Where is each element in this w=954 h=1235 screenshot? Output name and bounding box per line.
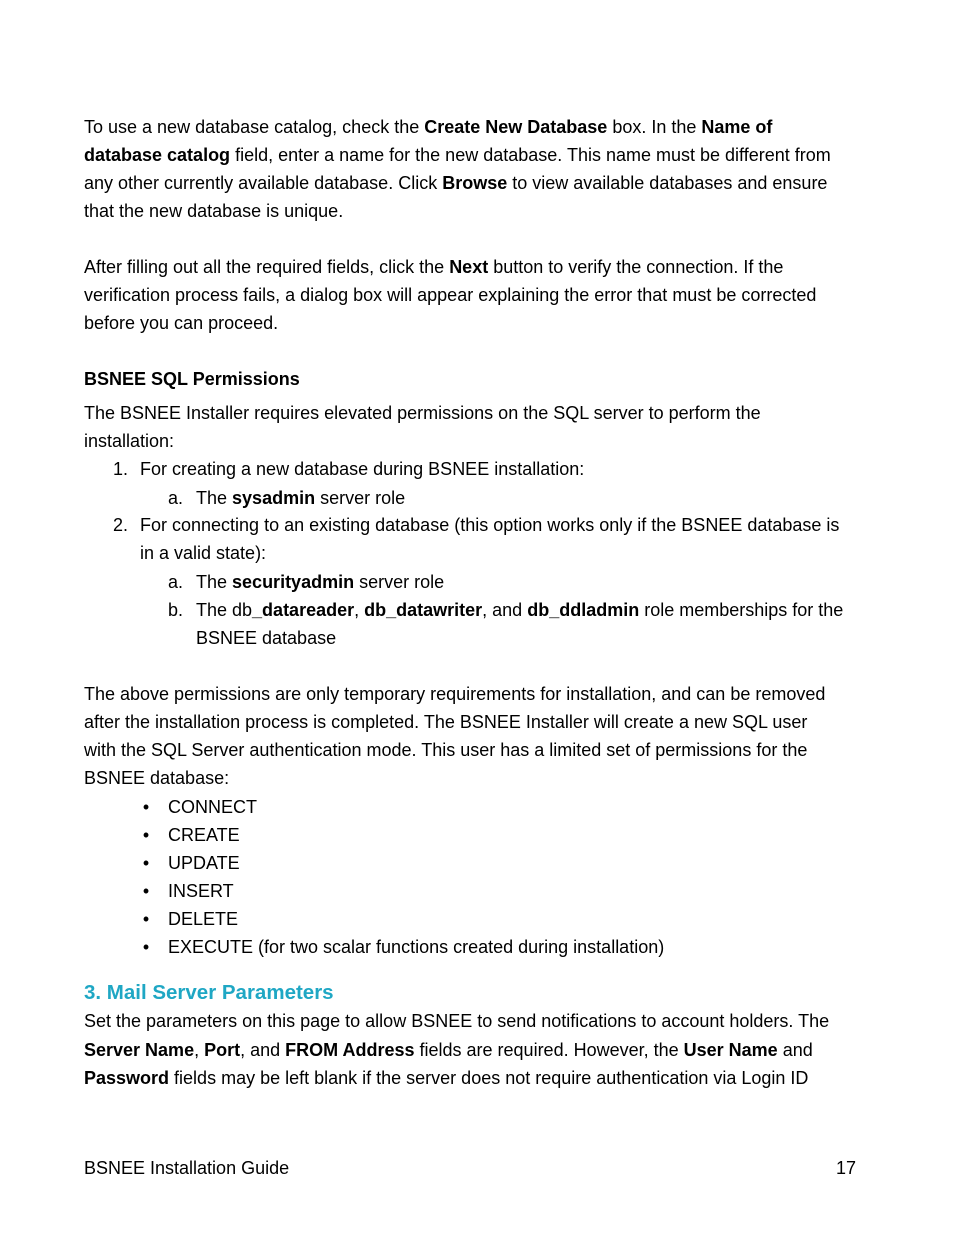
list-item-2-line1: For connecting to an existing database (this option works only if the BSNEE database is [140, 515, 840, 535]
text: field, enter a name for the new database. This name must be different from [230, 145, 831, 165]
text: box. In the [607, 117, 702, 137]
bold-term: Port [204, 1040, 241, 1060]
text: button to verify the connection. If the [488, 257, 784, 277]
para1-line3 [84, 169, 827, 197]
sublist-item-sysadmin [196, 484, 405, 512]
para2-line2: verification process fails, a dialog box will appear explaining the error that must be corrected [84, 285, 817, 305]
bold-term: Password [84, 1068, 170, 1088]
permissions-intro-line1: The BSNEE Installer requires elevated permissions on the SQL server to perform the [84, 403, 761, 423]
text: and [777, 1040, 813, 1060]
sublist-marker: b. [168, 600, 184, 620]
bold-term: securityadmin [232, 572, 355, 592]
permissions-heading: BSNEE SQL Permissions [84, 369, 300, 389]
section3-line3 [84, 1064, 808, 1092]
bold-term: Name of [701, 117, 773, 137]
list-item-2-line2: in a valid state): [140, 543, 267, 563]
para2-line3: before you can proceed. [84, 313, 279, 333]
text: fields are required. However, the [414, 1040, 684, 1060]
bullet-item: INSERT [168, 881, 234, 901]
bold-term: db_ddladmin [527, 600, 640, 620]
sublist-item-roles-line1 [196, 596, 843, 624]
bold-term: _datareader [252, 600, 355, 620]
text: server role [354, 572, 445, 592]
footer-title: BSNEE Installation Guide [84, 1158, 290, 1178]
text: role memberships for the [639, 600, 844, 620]
list-item-1: For creating a new database during BSNEE installation: [140, 459, 585, 479]
bullet-dot: • [142, 797, 150, 817]
para3-line3: with the SQL Server authentication mode. This user has a limited set of permissions for the [84, 740, 808, 760]
text: any other currently available database. Click [84, 173, 443, 193]
bullet-dot: • [142, 853, 150, 873]
bullet-dot: • [142, 909, 150, 929]
sublist-marker: a. [168, 488, 184, 508]
text: , [194, 1040, 205, 1060]
text: to view available databases and ensure [507, 173, 828, 193]
para3-line1: The above permissions are only temporary requirements for installation, and can be removed [84, 684, 826, 704]
sublist-item-securityadmin [196, 568, 444, 596]
bold-term: Next [449, 257, 489, 277]
section3-line2 [84, 1036, 813, 1064]
text: The [196, 572, 233, 592]
para2-line1 [84, 253, 783, 281]
bold-term: Create New Database [424, 117, 608, 137]
list-number: 2. [112, 515, 128, 535]
bold-term: db_datawriter [364, 600, 483, 620]
bullet-dot: • [142, 825, 150, 845]
bullet-item: EXECUTE (for two scalar functions created during installation) [168, 937, 665, 957]
text: , [354, 600, 365, 620]
bullet-item: DELETE [168, 909, 239, 929]
para1-line2 [84, 141, 831, 169]
bullet-item: CREATE [168, 825, 240, 845]
bold-term: User Name [683, 1040, 778, 1060]
page-number: 17 [836, 1158, 857, 1178]
text: fields may be left blank if the server does not require authentication via Login ID [169, 1068, 809, 1088]
bold-term: FROM Address [285, 1040, 415, 1060]
bold-term: Browse [442, 173, 508, 193]
text: server role [315, 488, 406, 508]
sublist-marker: a. [168, 572, 184, 592]
para3-line2: after the installation process is completed. The BSNEE Installer will create a new SQL user [84, 712, 808, 732]
para1-line1 [84, 113, 772, 141]
sublist-item-roles-line2: BSNEE database [196, 628, 337, 648]
bullet-item: CONNECT [168, 797, 257, 817]
section3-line1: Set the parameters on this page to allow BSNEE to send notifications to account holders. The [84, 1011, 830, 1031]
permissions-intro-line2: installation: [84, 431, 175, 451]
text: , and [240, 1040, 286, 1060]
para3-line4: BSNEE database: [84, 768, 230, 788]
bold-term: Server Name [84, 1040, 195, 1060]
text: The db [196, 600, 253, 620]
section-heading: 3. Mail Server Parameters [84, 981, 334, 1004]
bullet-dot: • [142, 937, 150, 957]
list-number: 1. [112, 459, 128, 479]
text: After filling out all the required fields, click the [84, 257, 450, 277]
bold-term: sysadmin [232, 488, 316, 508]
text: To use a new database catalog, check the [84, 117, 425, 137]
para1-line4: that the new database is unique. [84, 201, 344, 221]
text: The [196, 488, 233, 508]
text: , and [482, 600, 528, 620]
bold-term: database catalog [84, 145, 231, 165]
bullet-item: UPDATE [168, 853, 240, 873]
bullet-dot: • [142, 881, 150, 901]
